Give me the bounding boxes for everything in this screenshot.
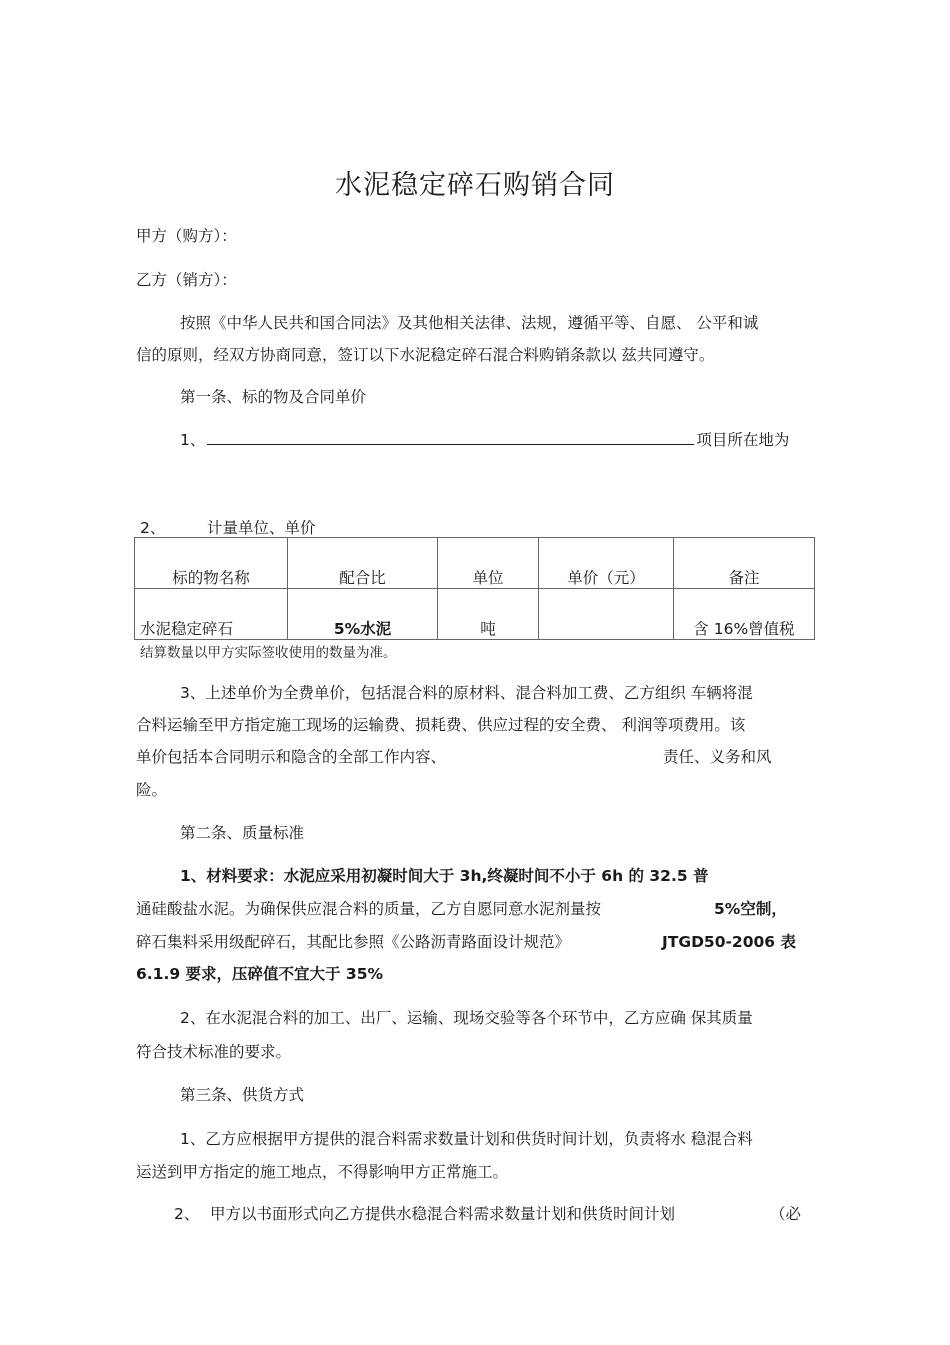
article-2-item-1-line-3a: 碎石集料采用级配碎石，其配比参照《公路沥青路面设计规范》 [136, 933, 571, 951]
article-1-heading: 第一条、标的物及合同单价 [180, 388, 367, 406]
blank-underline [207, 429, 694, 445]
article-2-item-1-line-2a: 通硅酸盐水泥。为确保供应混合料的质量，乙方自愿同意水泥剂量按 [136, 900, 602, 918]
price-table [134, 537, 815, 640]
header-cell: 单位 [438, 538, 539, 589]
table-cell [539, 589, 674, 640]
table-header-row [135, 538, 815, 589]
table-cell: 吨 [438, 589, 539, 640]
item-1-number: 1、 [180, 431, 206, 449]
document-title: 水泥稳定碎石购销合同 [335, 170, 615, 201]
article-1-item-3-line-1: 3、上述单价为全费单价，包括混合料的原材料、混合料加工费、乙方组织 车辆将混 [180, 684, 753, 702]
item-1-tail: 项目所在地为 [696, 431, 790, 449]
article-1-item-3-line-3b: 责任、义务和风 [663, 748, 772, 766]
party-b-label: 乙方（销方）： [136, 271, 237, 289]
intro-line-1: 按照《中华人民共和国合同法》及其他相关法律、法规，遵循平等、自愿、 公平和诚 [180, 314, 759, 332]
party-a-label: 甲方（购方）： [136, 227, 237, 245]
article-1-item-3-line-2: 合料运输至甲方指定施工现场的运输费、损耗费、供应过程的安全费、 利润等项费用。该 [136, 716, 746, 734]
article-1-item-3-line-4: 险。 [136, 781, 168, 799]
article-3-item-2-text: 甲方以书面形式向乙方提供水稳混合料需求数量计划和供货时间计划 [210, 1205, 676, 1223]
article-2-item-1-line-1: 1、材料要求：水泥应采用初凝时间大于 3h,终凝时间不小于 6h 的 32.5 普 [180, 867, 709, 885]
article-2-item-2-line-1: 2、在水泥混合料的加工、出厂、运输、现场交验等各个环节中，乙方应确 保其质量 [180, 1009, 753, 1027]
article-2-heading: 第二条、质量标准 [180, 824, 305, 842]
article-2-item-1-line-2b: 5%空制， [714, 900, 787, 918]
settlement-note: 结算数量以甲方实际签收使用的数量为准。 [140, 645, 397, 661]
article-3-item-2-number: 2、 [174, 1205, 200, 1223]
article-1-item-3-line-3a: 单价包括本合同明示和隐含的全部工作内容、 [136, 748, 447, 766]
header-cell: 备注 [674, 538, 815, 589]
table-cell: 含 16%曾值税 [674, 589, 815, 640]
article-1-item-2-number: 2、 [140, 519, 166, 537]
header-cell: 配合比 [288, 538, 438, 589]
table-cell: 水泥稳定碎石 [135, 589, 288, 640]
header-cell: 单价（元） [539, 538, 674, 589]
table-row [135, 589, 815, 640]
table-cell: 5%水泥 [288, 589, 438, 640]
article-3-heading: 第三条、供货方式 [180, 1086, 305, 1104]
article-3-item-1-line-1: 1、乙方应根据甲方提供的混合料需求数量计划和供货时间计划，负责将水 稳混合料 [180, 1130, 753, 1148]
article-2-item-2-line-2: 符合技术标准的要求。 [136, 1043, 292, 1061]
article-2-item-1-line-3b: JTGD50-2006 表 [662, 933, 796, 951]
article-3-item-1-line-2: 运送到甲方指定的施工地点，不得影响甲方正常施工。 [136, 1163, 509, 1181]
article-1-item-1 [180, 428, 789, 450]
article-3-item-2-tail: （必 [770, 1205, 802, 1223]
header-cell: 标的物名称 [135, 538, 288, 589]
intro-line-2: 信的原则，经双方协商同意，签订以下水泥稳定碎石混合料购销条款以 兹共同遵守。 [136, 346, 715, 364]
article-1-item-2-label: 计量单位、单价 [207, 519, 316, 537]
article-2-item-1-line-4: 6.1.9 要求，压碎值不宜大于 35% [136, 965, 384, 983]
